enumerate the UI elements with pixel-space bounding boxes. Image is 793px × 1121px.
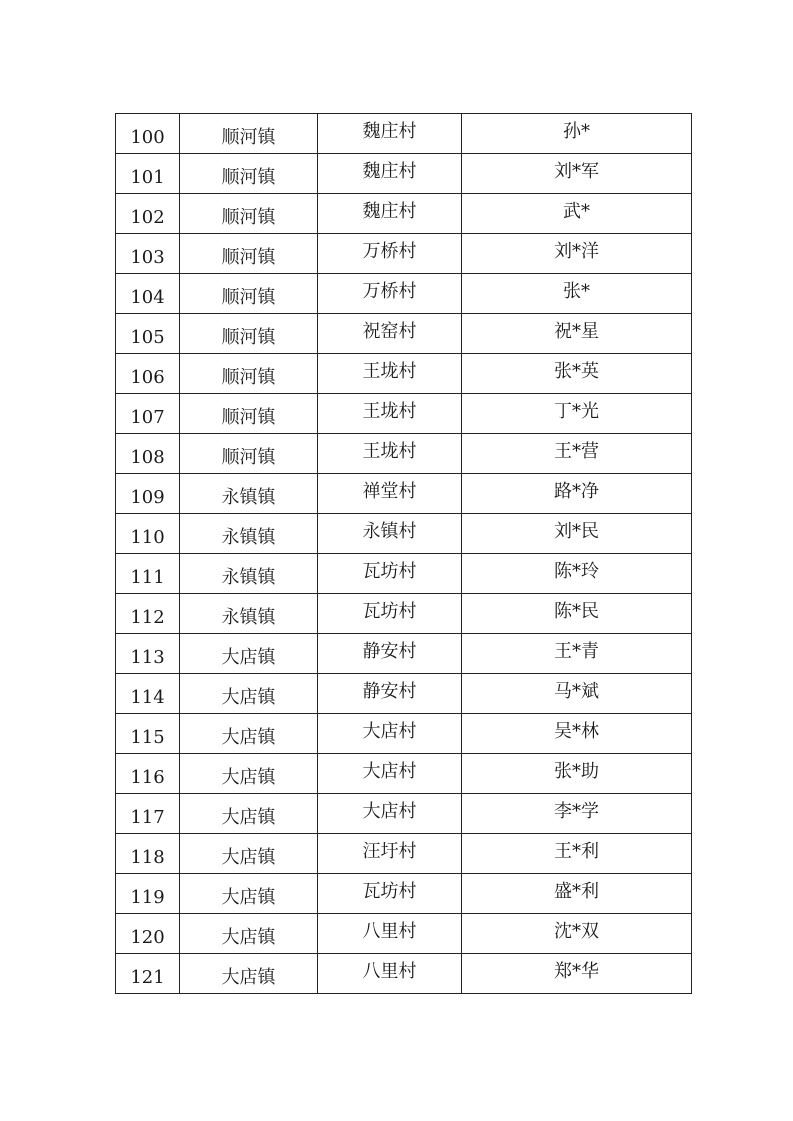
- person-name-cell: [462, 314, 692, 354]
- row-number-cell: [116, 634, 180, 674]
- row-number-cell: [116, 714, 180, 754]
- village-cell: [318, 514, 462, 554]
- town-cell-text: 大店镇: [221, 686, 276, 708]
- village-cell-text: 万桥村: [362, 280, 417, 302]
- table-row: [116, 474, 692, 514]
- table-row: [116, 954, 692, 994]
- row-number-cell: [116, 554, 180, 594]
- town-cell-text: 永镇镇: [221, 526, 276, 548]
- person-name-cell-text: 李*学: [554, 800, 599, 822]
- town-cell: [180, 714, 318, 754]
- person-name-cell: [462, 474, 692, 514]
- town-cell-text: 顺河镇: [221, 446, 276, 468]
- village-cell: [318, 274, 462, 314]
- village-cell: [318, 314, 462, 354]
- town-cell: [180, 114, 318, 154]
- person-name-cell-text: 吴*林: [554, 720, 599, 742]
- town-cell: [180, 514, 318, 554]
- village-cell: [318, 354, 462, 394]
- village-cell-text: 静安村: [362, 680, 417, 702]
- village-cell-text: 大店村: [362, 800, 417, 822]
- row-number-cell-text: 120: [130, 926, 165, 948]
- person-name-cell-text: 沈*双: [554, 920, 599, 942]
- town-cell-text: 永镇镇: [221, 566, 276, 588]
- town-cell: [180, 674, 318, 714]
- person-name-cell: [462, 114, 692, 154]
- town-cell-text: 大店镇: [221, 886, 276, 908]
- row-number-cell-text: 113: [130, 646, 165, 668]
- row-number-cell-text: 104: [130, 286, 165, 308]
- person-name-cell: [462, 714, 692, 754]
- person-name-cell-text: 张*英: [554, 360, 599, 382]
- town-cell-text: 大店镇: [221, 966, 276, 988]
- table-row: [116, 834, 692, 874]
- row-number-cell-text: 116: [130, 766, 165, 788]
- town-cell: [180, 394, 318, 434]
- table-row: [116, 434, 692, 474]
- person-name-cell: [462, 954, 692, 994]
- table-row: [116, 274, 692, 314]
- village-cell: [318, 594, 462, 634]
- table-row: [116, 194, 692, 234]
- row-number-cell: [116, 794, 180, 834]
- village-cell-text: 大店村: [362, 720, 417, 742]
- person-name-cell: [462, 634, 692, 674]
- row-number-cell-text: 108: [130, 446, 165, 468]
- town-cell-text: 顺河镇: [221, 326, 276, 348]
- table-row: [116, 794, 692, 834]
- town-cell-text: 顺河镇: [221, 166, 276, 188]
- village-cell: [318, 554, 462, 594]
- village-cell: [318, 394, 462, 434]
- village-cell: [318, 914, 462, 954]
- row-number-cell-text: 102: [130, 206, 165, 228]
- village-cell-text: 万桥村: [362, 240, 417, 262]
- town-cell: [180, 834, 318, 874]
- town-cell: [180, 794, 318, 834]
- table-row: [116, 394, 692, 434]
- person-name-cell-text: 陈*民: [554, 600, 599, 622]
- town-cell: [180, 354, 318, 394]
- town-cell: [180, 874, 318, 914]
- person-name-cell: [462, 154, 692, 194]
- person-name-cell-text: 盛*利: [554, 880, 599, 902]
- village-cell-text: 永镇村: [362, 520, 417, 542]
- village-cell: [318, 794, 462, 834]
- person-name-cell-text: 王*利: [554, 840, 599, 862]
- village-cell-text: 祝窑村: [362, 320, 417, 342]
- town-cell: [180, 154, 318, 194]
- row-number-cell: [116, 114, 180, 154]
- person-name-cell-text: 张*助: [554, 760, 599, 782]
- row-number-cell-text: 101: [130, 166, 165, 188]
- town-cell: [180, 914, 318, 954]
- row-number-cell: [116, 674, 180, 714]
- person-name-cell: [462, 794, 692, 834]
- row-number-cell: [116, 954, 180, 994]
- table-row: [116, 514, 692, 554]
- person-name-cell: [462, 274, 692, 314]
- row-number-cell: [116, 354, 180, 394]
- village-cell-text: 王垅村: [362, 400, 417, 422]
- row-number-cell-text: 121: [130, 966, 165, 988]
- town-cell-text: 永镇镇: [221, 606, 276, 628]
- person-name-cell-text: 陈*玲: [554, 560, 599, 582]
- village-cell: [318, 714, 462, 754]
- table-row: [116, 234, 692, 274]
- table-row: [116, 874, 692, 914]
- town-cell: [180, 554, 318, 594]
- town-cell-text: 顺河镇: [221, 366, 276, 388]
- person-name-cell-text: 马*斌: [554, 680, 599, 702]
- town-cell: [180, 754, 318, 794]
- table-row: [116, 114, 692, 154]
- row-number-cell: [116, 234, 180, 274]
- person-name-cell: [462, 514, 692, 554]
- person-name-cell-text: 张*: [563, 280, 590, 302]
- table-row: [116, 634, 692, 674]
- person-name-cell: [462, 674, 692, 714]
- person-name-cell: [462, 234, 692, 274]
- town-cell: [180, 634, 318, 674]
- person-name-cell: [462, 394, 692, 434]
- row-number-cell: [116, 754, 180, 794]
- person-name-cell: [462, 194, 692, 234]
- village-cell-text: 八里村: [362, 960, 417, 982]
- person-name-cell: [462, 594, 692, 634]
- village-cell-text: 魏庄村: [362, 160, 417, 182]
- town-cell: [180, 594, 318, 634]
- person-name-cell-text: 王*青: [554, 640, 599, 662]
- row-number-cell-text: 106: [130, 366, 165, 388]
- row-number-cell-text: 103: [130, 246, 165, 268]
- town-cell-text: 大店镇: [221, 806, 276, 828]
- row-number-cell-text: 109: [130, 486, 165, 508]
- village-cell-text: 八里村: [362, 920, 417, 942]
- village-cell-text: 魏庄村: [362, 120, 417, 142]
- table-row: [116, 714, 692, 754]
- person-name-cell-text: 郑*华: [554, 960, 599, 982]
- table-row: [116, 154, 692, 194]
- town-cell: [180, 434, 318, 474]
- row-number-cell-text: 114: [130, 686, 165, 708]
- town-cell-text: 永镇镇: [221, 486, 276, 508]
- village-cell-text: 王垅村: [362, 440, 417, 462]
- row-number-cell: [116, 274, 180, 314]
- person-name-cell-text: 丁*光: [554, 400, 599, 422]
- town-cell: [180, 234, 318, 274]
- roster-table: [115, 113, 692, 994]
- table-row: [116, 354, 692, 394]
- town-cell-text: 顺河镇: [221, 206, 276, 228]
- village-cell: [318, 434, 462, 474]
- row-number-cell: [116, 394, 180, 434]
- row-number-cell: [116, 594, 180, 634]
- row-number-cell-text: 105: [130, 326, 165, 348]
- town-cell-text: 顺河镇: [221, 406, 276, 428]
- village-cell: [318, 114, 462, 154]
- town-cell: [180, 194, 318, 234]
- person-name-cell-text: 王*营: [554, 440, 599, 462]
- village-cell: [318, 834, 462, 874]
- row-number-cell-text: 118: [130, 846, 165, 868]
- town-cell: [180, 274, 318, 314]
- table-row: [116, 594, 692, 634]
- village-cell-text: 瓦坊村: [362, 560, 417, 582]
- row-number-cell: [116, 154, 180, 194]
- person-name-cell: [462, 754, 692, 794]
- village-cell-text: 禅堂村: [362, 480, 417, 502]
- row-number-cell: [116, 834, 180, 874]
- table-row: [116, 314, 692, 354]
- village-cell-text: 魏庄村: [362, 200, 417, 222]
- person-name-cell: [462, 554, 692, 594]
- town-cell: [180, 954, 318, 994]
- row-number-cell: [116, 914, 180, 954]
- person-name-cell-text: 刘*洋: [554, 240, 599, 262]
- town-cell-text: 大店镇: [221, 766, 276, 788]
- town-cell: [180, 314, 318, 354]
- table-row: [116, 674, 692, 714]
- village-cell: [318, 954, 462, 994]
- village-cell: [318, 474, 462, 514]
- town-cell-text: 大店镇: [221, 646, 276, 668]
- person-name-cell: [462, 874, 692, 914]
- person-name-cell-text: 祝*星: [554, 320, 599, 342]
- town-cell-text: 顺河镇: [221, 126, 276, 148]
- town-cell-text: 顺河镇: [221, 246, 276, 268]
- town-cell: [180, 474, 318, 514]
- row-number-cell-text: 119: [130, 886, 165, 908]
- row-number-cell: [116, 514, 180, 554]
- row-number-cell: [116, 194, 180, 234]
- village-cell: [318, 634, 462, 674]
- row-number-cell-text: 110: [130, 526, 165, 548]
- person-name-cell-text: 刘*军: [554, 160, 599, 182]
- village-cell-text: 大店村: [362, 760, 417, 782]
- town-cell-text: 大店镇: [221, 726, 276, 748]
- person-name-cell: [462, 434, 692, 474]
- village-cell-text: 静安村: [362, 640, 417, 662]
- village-cell-text: 汪圩村: [362, 840, 417, 862]
- village-cell-text: 王垅村: [362, 360, 417, 382]
- person-name-cell-text: 武*: [563, 200, 590, 222]
- row-number-cell-text: 100: [130, 126, 165, 148]
- row-number-cell: [116, 874, 180, 914]
- row-number-cell-text: 107: [130, 406, 165, 428]
- village-cell: [318, 234, 462, 274]
- person-name-cell: [462, 354, 692, 394]
- row-number-cell: [116, 434, 180, 474]
- table-row: [116, 554, 692, 594]
- village-cell: [318, 194, 462, 234]
- person-name-cell-text: 孙*: [563, 120, 590, 142]
- village-cell-text: 瓦坊村: [362, 880, 417, 902]
- row-number-cell-text: 112: [130, 606, 165, 628]
- row-number-cell: [116, 474, 180, 514]
- village-cell-text: 瓦坊村: [362, 600, 417, 622]
- roster-table-body: [116, 114, 692, 994]
- table-row: [116, 914, 692, 954]
- row-number-cell: [116, 314, 180, 354]
- village-cell: [318, 154, 462, 194]
- person-name-cell-text: 刘*民: [554, 520, 599, 542]
- person-name-cell: [462, 834, 692, 874]
- table-row: [116, 754, 692, 794]
- village-cell: [318, 874, 462, 914]
- town-cell-text: 大店镇: [221, 846, 276, 868]
- town-cell-text: 大店镇: [221, 926, 276, 948]
- village-cell: [318, 674, 462, 714]
- town-cell-text: 顺河镇: [221, 286, 276, 308]
- row-number-cell-text: 117: [130, 806, 165, 828]
- village-cell: [318, 754, 462, 794]
- row-number-cell-text: 111: [130, 566, 165, 588]
- person-name-cell: [462, 914, 692, 954]
- row-number-cell-text: 115: [130, 726, 165, 748]
- person-name-cell-text: 路*净: [554, 480, 599, 502]
